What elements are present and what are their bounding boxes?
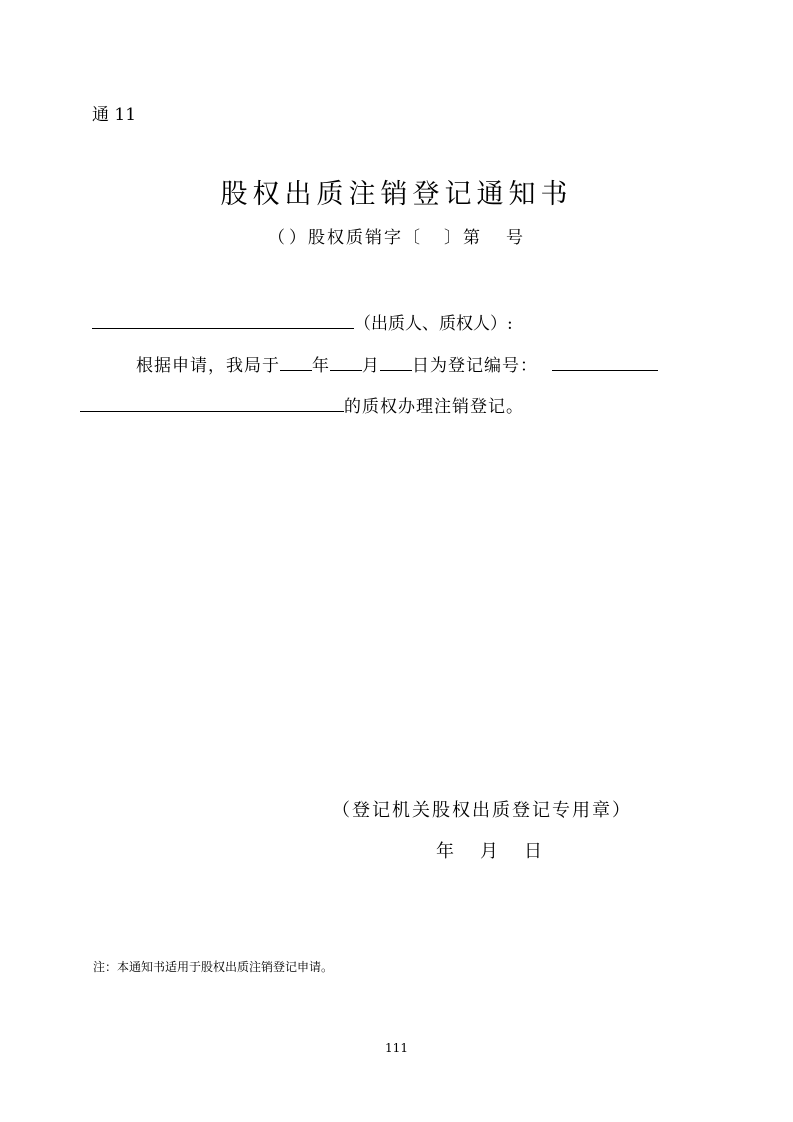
registration-number-blank-cont[interactable]	[80, 393, 344, 412]
date-year: 年	[436, 841, 454, 862]
document-number-line	[0, 223, 793, 248]
day-suffix: 日为登记编号：	[412, 356, 538, 376]
registration-number-blank[interactable]	[552, 352, 658, 371]
body-line-3	[80, 392, 524, 417]
body-line2-prefix: 根据申请，我局于	[136, 356, 280, 376]
body-line3-suffix: 的质权办理注销登记。	[344, 397, 524, 417]
addressee-blank[interactable]	[92, 310, 354, 329]
page-number: 111	[385, 1041, 408, 1055]
form-code: 通 11	[92, 105, 137, 125]
date-month: 月	[480, 841, 498, 862]
seal-text: （登记机关股权出质登记专用章）	[332, 800, 632, 821]
date-day: 日	[524, 841, 542, 862]
doc-number-seq-prefix: 〕第	[444, 228, 482, 248]
day-blank[interactable]	[380, 352, 412, 371]
year-blank[interactable]	[280, 352, 312, 371]
year-label: 年	[312, 356, 330, 376]
doc-number-open-paren: （	[268, 228, 287, 248]
addressee-line	[92, 309, 513, 334]
month-blank[interactable]	[330, 352, 362, 371]
body-line-2	[136, 351, 658, 376]
addressee-suffix: （出质人、质权人）:	[354, 314, 513, 334]
signature-date	[436, 837, 542, 863]
footnote: 注：本通知书适用于股权出质注销登记申请。	[93, 960, 334, 974]
doc-number-suffix: 号	[506, 228, 525, 248]
document-title: 股权出质注销登记通知书	[220, 179, 573, 210]
month-label: 月	[362, 356, 380, 376]
doc-number-type: ）股权质销字〔	[289, 228, 422, 248]
